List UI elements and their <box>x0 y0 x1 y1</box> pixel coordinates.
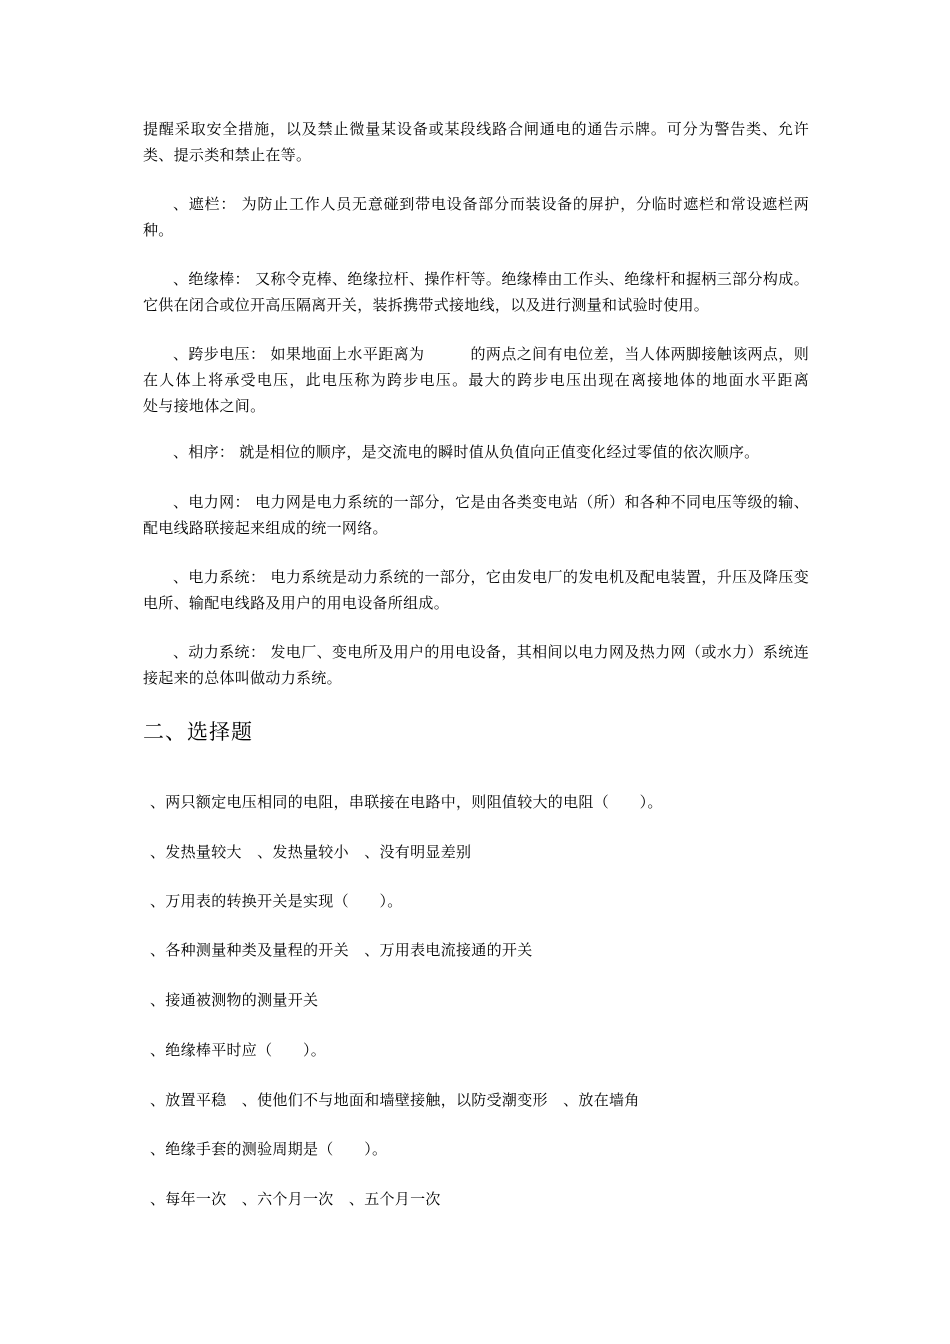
choice-options-1: 、发热量较大 、发热量较小 、没有明显差别 <box>150 843 472 861</box>
choice-options-4: 、每年一次 、六个月一次 、五个月一次 <box>150 1190 441 1208</box>
choice-options-3: 、放置平稳 、使他们不与地面和墙壁接触，以防受潮变形 、放在墙角 <box>150 1091 640 1109</box>
definition-signs: 提醒采取安全措施，以及禁止微量某设备或某段线路合闸通电的通告示牌。可分为警告类、允许类、提示类和禁止在等。 <box>143 120 809 164</box>
choice-options-2b: 、接通被测物的测量开关 <box>150 991 319 1009</box>
definition-dynamic-system: 、动力系统： 发电厂、变电所及用户的用电设备，其相间以电力网及热力网（或水力）系统连接起来的总体叫做动力系统。 <box>143 643 809 687</box>
definition-power-system: 、电力系统： 电力系统是动力系统的一部分，它由发电厂的发电机及配电装置，升压及降压变电所、输配电线路及用户的用电设备所组成。 <box>143 568 809 612</box>
definition-phase-sequence: 、相序： 就是相位的顺序，是交流电的瞬时值从负值向正值变化经过零值的依次顺序。 <box>173 443 760 461</box>
choice-question-2: 、万用表的转换开关是实现（ ）。 <box>150 892 403 910</box>
section-heading: 二、选择题 <box>143 720 253 744</box>
choice-question-1: 、两只额定电压相同的电阻，串联接在电路中，则阻值较大的电阻（ ）。 <box>150 793 663 811</box>
choice-question-3: 、绝缘棒平时应（ ）。 <box>150 1041 327 1059</box>
definition-power-network: 、电力网： 电力网是电力系统的一部分，它是由各类变电站（所）和各种不同电压等级的输、配电线路联接起来组成的统一网络。 <box>143 493 809 537</box>
definition-barrier: 、遮栏： 为防止工作人员无意碰到带电设备部分而装设备的屏护，分临时遮栏和常设遮栏两种。 <box>143 195 809 239</box>
choice-question-4: 、绝缘手套的测验周期是（ ）。 <box>150 1140 388 1158</box>
definition-step-voltage: 、跨步电压： 如果地面上水平距离为 的两点之间有电位差，当人体两脚接触该两点，则在人体上将承受电压，此电压称为跨步电压。最大的跨步电压出现在离接地体的地面水平距离 处与接地体之间。 <box>143 345 855 415</box>
definition-insulating-rod: 、绝缘棒： 又称令克棒、绝缘拉杆、操作杆等。绝缘棒由工作头、绝缘杆和握柄三部分构成。它供在闭合或位开高压隔离开关，装拆携带式接地线，以及进行测量和试验时使用。 <box>143 270 809 314</box>
choice-options-2a: 、各种测量种类及量程的开关 、万用表电流接通的开关 <box>150 941 533 959</box>
